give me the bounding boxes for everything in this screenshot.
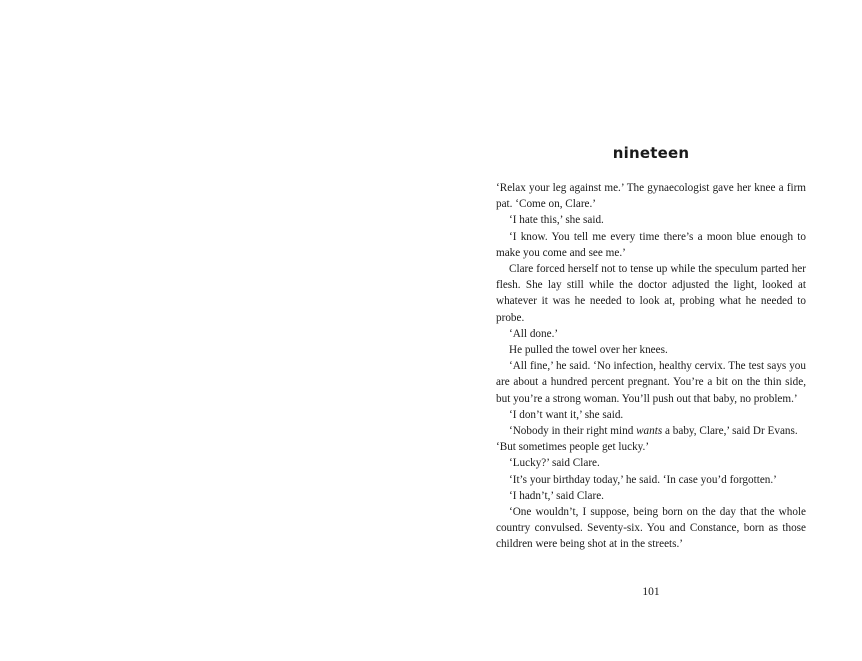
paragraph-continuation: ‘But sometimes people get lucky.’ (496, 441, 650, 454)
paragraph: ‘I know. You tell me every time there’s a moon blue enough to make you come and see me.’ (496, 230, 806, 259)
paragraph: ‘Relax your leg against me.’ The gynaecologist gave her knee a firm pat. ‘Come on, Clare.’ (496, 182, 806, 211)
paragraph: ‘I hadn’t,’ said Clare. (509, 489, 604, 502)
chapter-title: nineteen (612, 144, 690, 162)
text-run: a baby, Clare,’ said Dr Evans. (662, 425, 798, 438)
right-page (431, 0, 862, 661)
emphasis-text: wants (636, 425, 663, 438)
paragraph: Clare forced herself not to tense up while the speculum parted her flesh. She lay still while the doctor adjusted the light, looked at whatever it was he needed to look at, probing what he needed to probe. (496, 263, 806, 324)
paragraph: He pulled the towel over her knees. (509, 344, 668, 357)
paragraph: ‘I hate this,’ she said. (509, 214, 604, 227)
chapter-body (496, 180, 806, 553)
page-number: 101 (642, 586, 660, 598)
text-run: ‘Nobody in their right mind (509, 425, 637, 438)
paragraph: ‘One wouldn’t, I suppose, being born on the day that the whole country convulsed. Seventy-six. You and Constance, born as those children were being shot at in the streets.’ (496, 506, 806, 551)
paragraph: ‘Lucky?’ said Clare. (509, 457, 600, 470)
paragraph: ‘I don’t want it,’ she said. (509, 408, 624, 421)
paragraph: ‘It’s your birthday today,’ he said. ‘In case you’d forgotten.’ (509, 473, 777, 486)
paragraph-nobody (496, 423, 806, 439)
paragraph: ‘All fine,’ he said. ‘No infection, healthy cervix. The test says you are about a hundred percent pregnant. You’re a bit on the thin side, but you’re a strong woman. You’ll push out that baby, no problem.’ (496, 360, 806, 405)
paragraph: ‘All done.’ (509, 327, 559, 340)
